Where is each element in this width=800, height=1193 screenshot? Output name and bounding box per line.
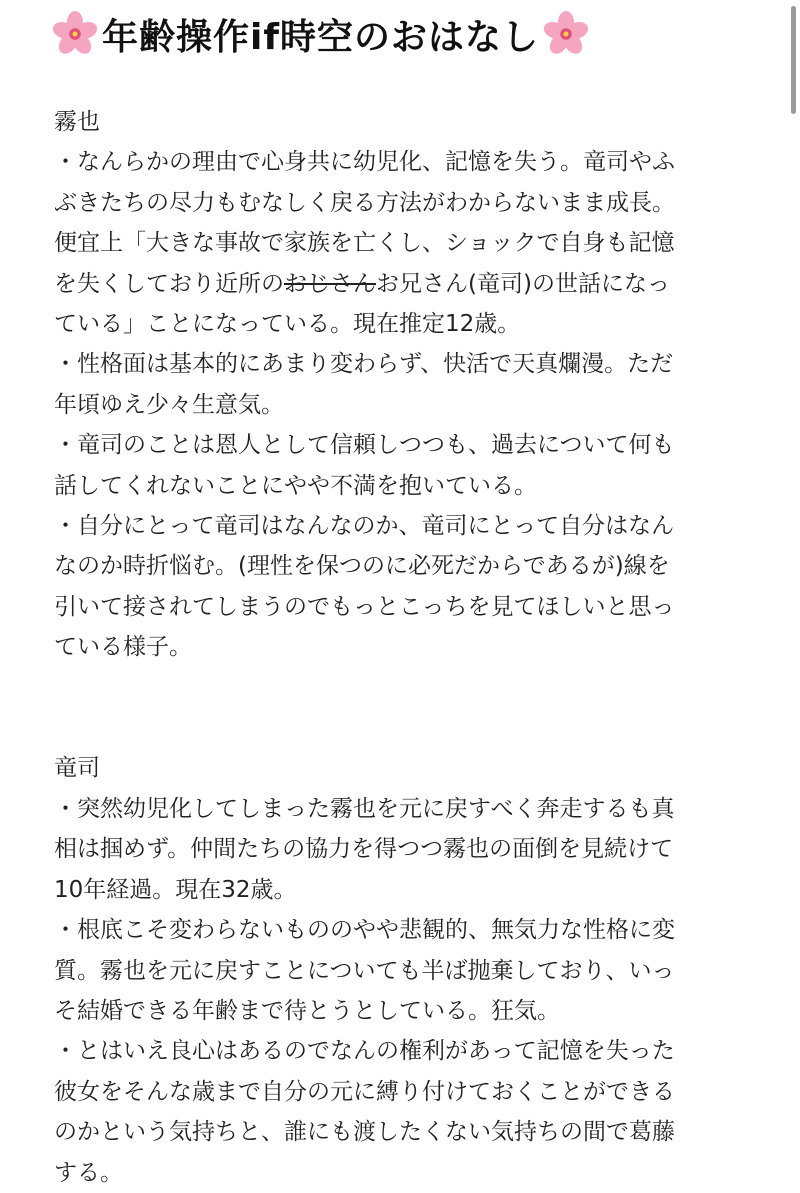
paragraph-line: する。 <box>54 1159 123 1186</box>
paragraph-line: ・突然幼児化してしまった霧也を元に戻すべく奔走するも真 <box>54 795 675 822</box>
paragraph-line: 引いて接されてしまうのでもっとこっちを見てほしいと思っ <box>54 593 675 620</box>
paragraph-line: 10年経過。現在32歳。 <box>54 876 297 903</box>
paragraph-line <box>54 264 754 304</box>
paragraph-line: ・自分にとって竜司はなんなのか、竜司にとって自分はなん <box>54 513 675 540</box>
section-heading-kiriya: 霧也 <box>54 109 100 135</box>
paragraph-line: なのか時折悩む。(理性を保つのに必死だからであるが)線を <box>54 553 670 580</box>
paragraph-line: ている」ことになっている。現在推定12歳。 <box>54 311 521 338</box>
paragraph-line: 相は掴めず。仲間たちの協力を得つつ霧也の面倒を見続けて <box>54 836 674 863</box>
page-title-row <box>52 8 589 60</box>
paragraph-line: ている様子。 <box>54 634 192 661</box>
paragraph-line: 話してくれないことにやや不満を抱いている。 <box>54 472 537 499</box>
document-body <box>54 102 754 1193</box>
paragraph-line: 便宜上「大きな事故で家族を亡くし、ショックで自身も記憶 <box>54 230 675 257</box>
scrollbar[interactable] <box>791 6 796 114</box>
cherry-blossom-icon <box>543 11 589 57</box>
text-segment: お兄さん(竜司)の世話になっ <box>376 270 670 297</box>
paragraph-line: 年頃ゆえ少々生意気。 <box>54 391 284 418</box>
section-heading-ryuji: 竜司 <box>54 755 100 782</box>
paragraph-line: ぶきたちの尽力もむなしく戻る方法がわからないまま成長。 <box>54 189 675 216</box>
paragraph-line: 彼女をそんな歳まで自分の元に縛り付けておくことができる <box>54 1078 675 1105</box>
paragraph-line: 質。霧也を元に戻すことについても半ば抛棄しており、いっ <box>54 957 675 984</box>
strikethrough-text: おじさん <box>284 270 376 297</box>
cherry-blossom-icon <box>52 11 98 57</box>
paragraph-line: ・性格面は基本的にあまり変わらず、快活で天真爛漫。ただ <box>54 351 674 378</box>
page-title: 年齢操作if時空のおはなし <box>102 16 540 58</box>
paragraph-line: ・根底こそ変わらないもののやや悲観的、無気力な性格に変 <box>54 917 675 944</box>
paragraph-line: ・竜司のことは恩人として信頼しつつも、過去について何も <box>54 432 675 459</box>
paragraph-line: のかという気持ちと、誰にも渡したくない気持ちの間で葛藤 <box>54 1119 675 1146</box>
section-spacer <box>54 668 754 749</box>
paragraph-line: ・とはいえ良心はあるのでなんの権利があって記憶を失った <box>54 1038 675 1065</box>
paragraph-line: そ結婚できる年齢まで待とうとしている。狂気。 <box>54 997 560 1024</box>
text-segment: を失くしており近所の <box>54 270 284 297</box>
paragraph-line: ・なんらかの理由で心身共に幼児化、記憶を失う。竜司やふ <box>54 149 675 176</box>
